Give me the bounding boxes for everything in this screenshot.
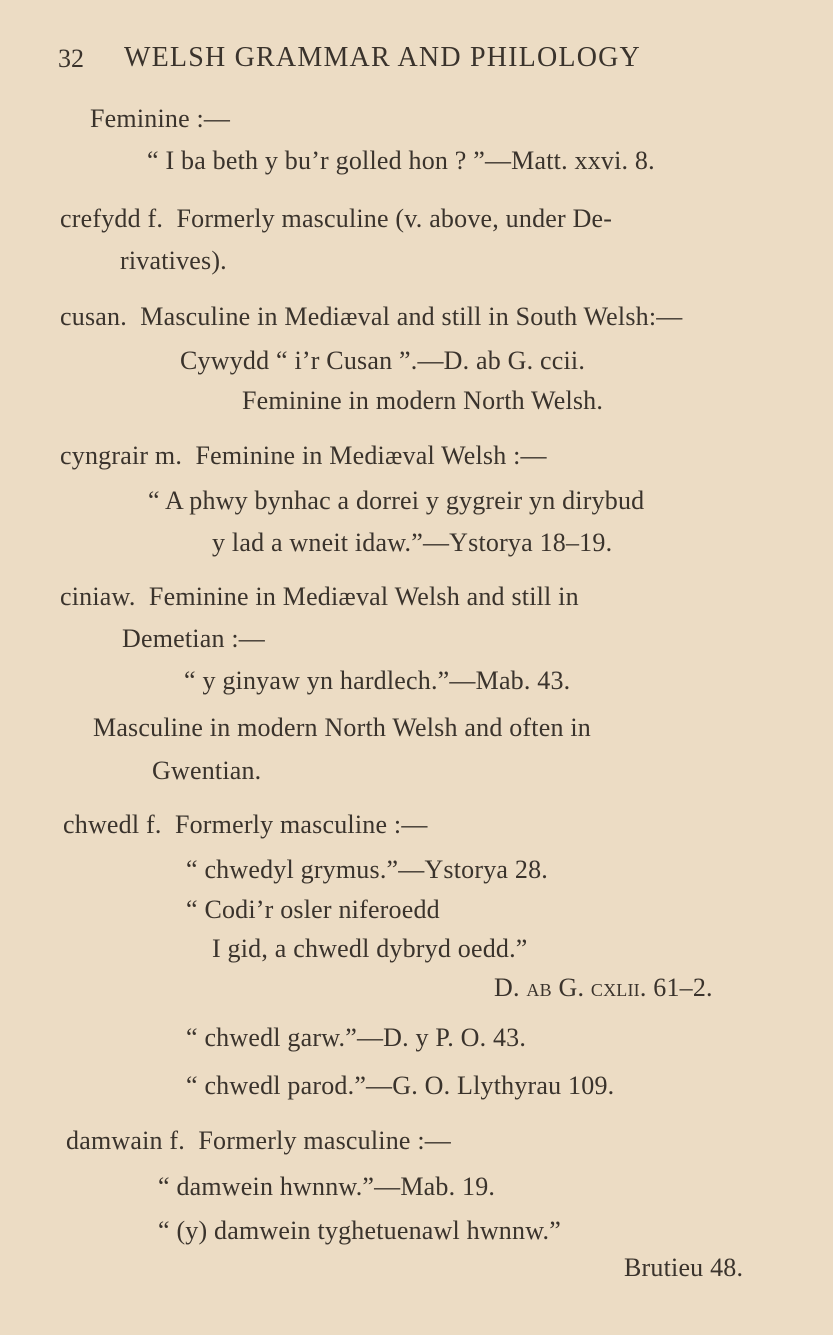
entry-line: ciniaw. Feminine in Mediæval Welsh and still in: [60, 582, 579, 611]
text-line: Gwentian.: [152, 756, 262, 785]
quotation-line: “ Codi’r osler niferoedd: [186, 895, 440, 924]
citation-line: Brutieu 48.: [624, 1253, 744, 1282]
quotation-line: “ A phwy bynhac a dorrei y gygreir yn dirybud: [148, 486, 645, 515]
quotation-line: I gid, a chwedl dybryd oedd.”: [212, 934, 528, 963]
quotation-line: “ y ginyaw yn hardlech.”—Mab. 43.: [184, 666, 571, 695]
citation-line: D. ab G. cxlii. 61–2.: [494, 973, 713, 1002]
quotation-line: “ chwedl garw.”—D. y P. O. 43.: [186, 1023, 527, 1052]
entry-line: damwain f. Formerly masculine :—: [66, 1126, 451, 1155]
quotation-line: “ (y) damwein tyghetuenawl hwnnw.”: [158, 1216, 561, 1245]
entry-line: chwedl f. Formerly masculine :—: [63, 810, 428, 839]
quotation-line: “ I ba beth y bu’r golled hon ? ”—Matt. xxvi. 8.: [147, 146, 655, 175]
page-number: 32: [58, 44, 84, 73]
entry-line: cusan. Masculine in Mediæval and still in South Welsh:—: [60, 302, 683, 331]
entry-line: rivatives).: [120, 246, 227, 275]
entry-line: Demetian :—: [122, 624, 265, 653]
quotation-line: “ chwedyl grymus.”—Ystorya 28.: [186, 855, 548, 884]
running-title: WELSH GRAMMAR AND PHILOLOGY: [124, 42, 641, 73]
quotation-line: Cywydd “ i’r Cusan ”.—D. ab G. ccii.: [180, 346, 586, 375]
entry-line: cyngrair m. Feminine in Mediæval Welsh :—: [60, 441, 547, 470]
text-line: Feminine in modern North Welsh.: [242, 386, 604, 415]
text-line: Feminine :—: [90, 104, 231, 133]
quotation-line: “ chwedl parod.”—G. O. Llythyrau 109.: [186, 1071, 615, 1100]
quotation-line: “ damwein hwnnw.”—Mab. 19.: [158, 1172, 496, 1201]
entry-line: crefydd f. Formerly masculine (v. above, under De-: [60, 204, 613, 233]
quotation-line: y lad a wneit idaw.”—Ystorya 18–19.: [212, 528, 613, 557]
text-line: Masculine in modern North Welsh and often in: [93, 713, 591, 742]
